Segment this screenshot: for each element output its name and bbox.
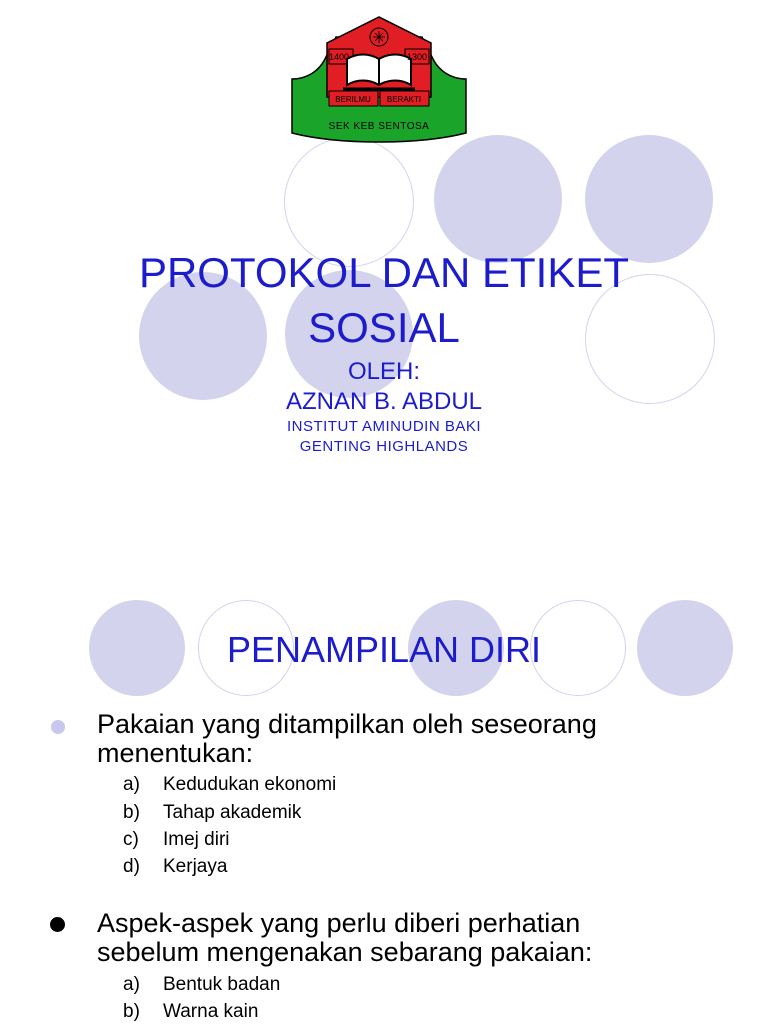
decor-circle: [585, 135, 713, 263]
author-name: AZNAN B. ABDUL: [285, 388, 483, 415]
logo-motto-right: BERAKTI: [386, 95, 422, 104]
slide-title: PENAMPILAN DIRI: [226, 629, 542, 670]
slide-title-line1: PROTOKOL DAN ETIKET: [138, 249, 630, 296]
bullet-line: sebelum mengenakan sebarang pakaian:: [97, 937, 593, 967]
logo-school-name: SEK KEB SENTOSA: [328, 121, 430, 132]
list-item: [123, 974, 280, 996]
bullet-dot: [50, 917, 65, 932]
content-slide: [0, 560, 768, 1024]
list-item-label: b): [123, 1001, 140, 1022]
decor-circle: [434, 135, 562, 263]
bullet-text: [97, 909, 737, 967]
byline-label: OLEH:: [347, 358, 421, 385]
list-item: [123, 829, 230, 851]
bullet-line: Aspek-aspek yang perlu diberi perhatian: [97, 908, 581, 938]
list-item-text: Imej diri: [163, 829, 230, 850]
list-item-label: a): [123, 974, 140, 995]
list-item: [123, 856, 227, 878]
list-item-label: a): [123, 774, 140, 795]
list-item-label: b): [123, 802, 140, 823]
institute-line2: GENTING HIGHLANDS: [299, 438, 469, 455]
list-item: [123, 802, 301, 824]
list-item: [123, 1001, 258, 1023]
list-item-label: d): [123, 856, 140, 877]
list-item-text: Kedudukan ekonomi: [163, 774, 337, 795]
list-item-text: Bentuk badan: [163, 974, 281, 995]
list-item-text: Warna kain: [163, 1001, 259, 1022]
list-item-label: c): [123, 829, 139, 850]
bullet-line: Pakaian yang ditampilkan oleh seseorang: [97, 709, 597, 739]
list-item: [123, 774, 336, 796]
logo-year-left: 1400: [328, 52, 350, 62]
logo-year-right: 1300: [406, 52, 428, 62]
bullet-line: menentukan:: [97, 738, 254, 768]
list-item-text: Tahap akademik: [163, 802, 302, 823]
slide-title-line2: SOSIAL: [308, 304, 460, 351]
bullet-dot: [51, 720, 65, 734]
list-item-text: Kerjaya: [163, 856, 228, 877]
institute-line1: INSTITUT AMINUDIN BAKI: [286, 418, 482, 435]
bullet-text: [97, 710, 737, 768]
logo-motto-left: BERILMU: [335, 95, 371, 104]
school-crest-logo: [289, 15, 469, 150]
